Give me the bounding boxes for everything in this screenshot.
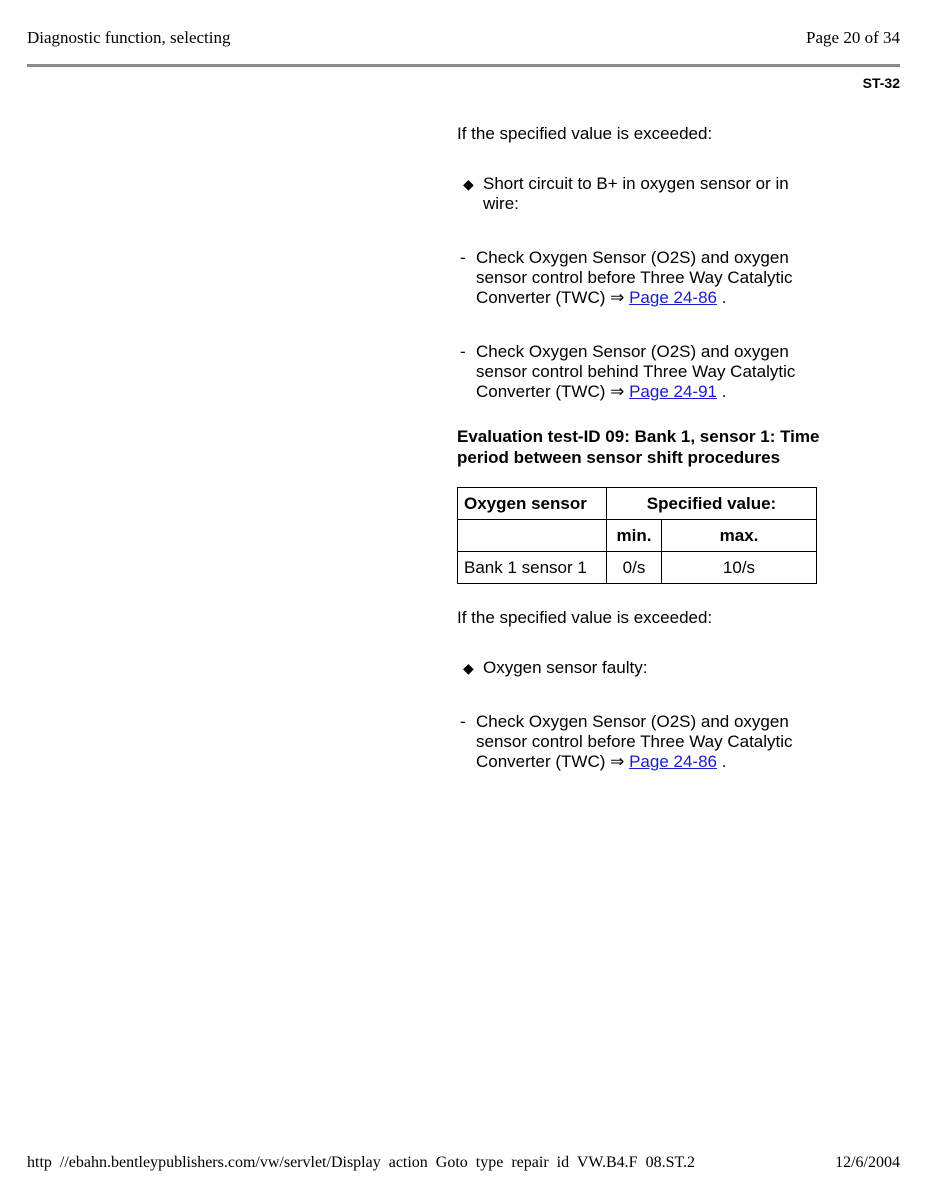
page-link-24-91[interactable]: Page 24-91 <box>629 382 717 401</box>
step-line2: sensor control before Three Way Catalytic <box>476 732 793 751</box>
step-line3 <box>476 382 726 402</box>
page-number: Page 20 of 34 <box>806 28 900 47</box>
empty-cell <box>458 520 607 552</box>
specified-value-table <box>457 487 817 584</box>
page-link-24-86[interactable]: Page 24-86 <box>629 288 717 307</box>
step-line1: Check Oxygen Sensor (O2S) and oxygen <box>476 342 789 361</box>
row-max-value: 10/s <box>662 552 817 584</box>
step-line3-suffix: . <box>717 752 727 771</box>
step-line2: sensor control before Three Way Catalytic <box>476 268 793 287</box>
exceeded-intro-2: If the specified value is exceeded: <box>457 608 713 627</box>
evaluation-heading-line2: period between sensor shift procedures <box>457 448 781 467</box>
step-line3 <box>476 752 726 772</box>
table-subheader-row <box>458 520 817 552</box>
step-line1: Check Oxygen Sensor (O2S) and oxygen <box>476 248 789 267</box>
diamond-bullet-icon: ◆ <box>463 660 474 676</box>
diamond-bullet-icon: ◆ <box>463 176 474 192</box>
dash-marker: - <box>460 342 466 361</box>
step-line2: sensor control behind Three Way Catalytic <box>476 362 796 381</box>
evaluation-heading-line1: Evaluation test-ID 09: Bank 1, sensor 1: Time <box>457 427 820 446</box>
step-line3-prefix: Converter (TWC) ⇒ <box>476 382 630 401</box>
table-row <box>458 552 817 584</box>
page-title: Diagnostic function, selecting <box>27 28 231 47</box>
min-header: min. <box>607 520 662 552</box>
footer-date: 12/6/2004 <box>835 1154 900 1171</box>
specified-value-header: Specified value: <box>607 488 817 520</box>
step-line3-suffix: . <box>717 288 727 307</box>
table-header-row <box>458 488 817 520</box>
bullet-text-line1: Short circuit to B+ in oxygen sensor or in <box>483 174 789 193</box>
step-line3 <box>476 288 726 308</box>
exceeded-intro-1: If the specified value is exceeded: <box>457 124 713 143</box>
evaluation-heading <box>457 426 819 468</box>
col-oxygen-sensor-header: Oxygen sensor <box>458 488 607 520</box>
step-line3-suffix: . <box>717 382 727 401</box>
bullet-text-line2: wire: <box>483 194 519 213</box>
page-link-24-86-second[interactable]: Page 24-86 <box>629 752 717 771</box>
section-code: ST-32 <box>862 75 900 91</box>
row-sensor-label: Bank 1 sensor 1 <box>458 552 607 584</box>
step-line3-prefix: Converter (TWC) ⇒ <box>476 288 630 307</box>
dash-marker: - <box>460 248 466 267</box>
dash-marker: - <box>460 712 466 731</box>
header-divider <box>27 64 900 67</box>
bullet-text: Oxygen sensor faulty: <box>483 658 648 677</box>
max-header: max. <box>662 520 817 552</box>
footer-url: http //ebahn.bentleypublishers.com/vw/servlet/Display action Goto type repair id VW.B4.F 08.ST.2 <box>27 1154 696 1171</box>
row-min-value: 0/s <box>607 552 662 584</box>
step-line1: Check Oxygen Sensor (O2S) and oxygen <box>476 712 789 731</box>
step-line3-prefix: Converter (TWC) ⇒ <box>476 752 630 771</box>
